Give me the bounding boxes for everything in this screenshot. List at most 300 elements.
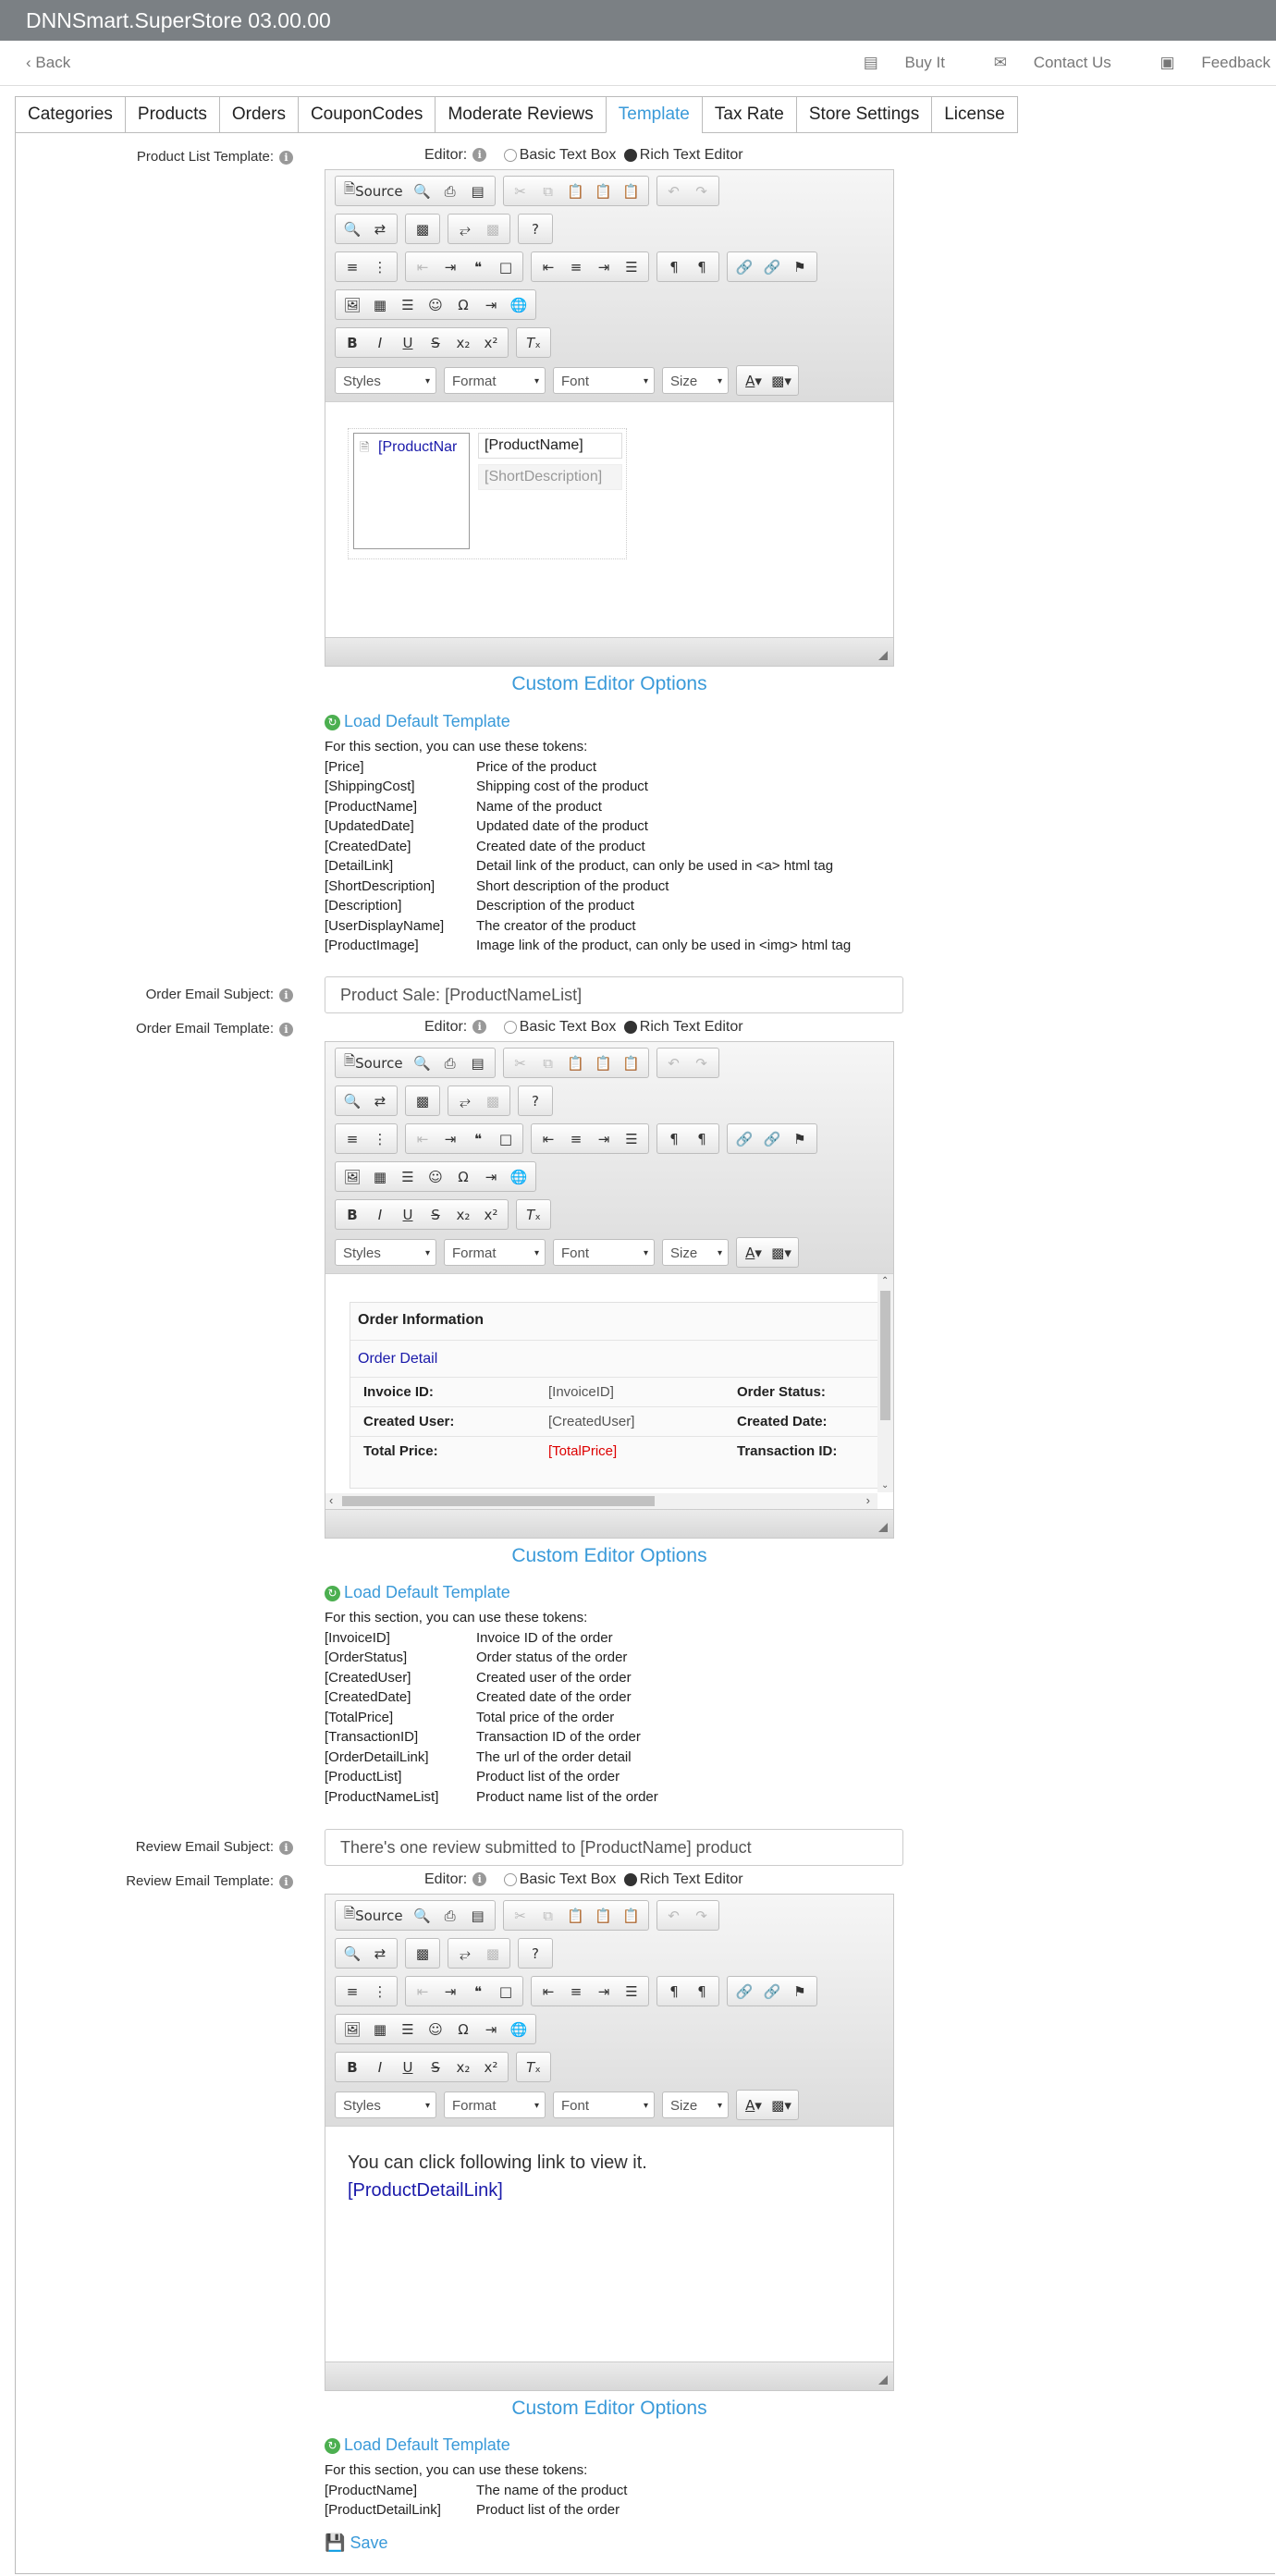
unlink-icon[interactable]: 🔗: [763, 1130, 781, 1147]
info-icon[interactable]: i: [279, 1023, 293, 1037]
token-name: [CreatedDate]: [325, 1689, 411, 1705]
order-field-label: Created User:: [363, 1414, 455, 1429]
toolbar-group: [335, 251, 398, 282]
broken-image-icon: 🗎: [360, 440, 370, 454]
info-icon[interactable]: i: [279, 151, 293, 165]
toolbar-row: [335, 1900, 884, 1931]
redo-icon[interactable]: ↷: [695, 182, 707, 200]
token-row: [325, 1767, 658, 1787]
tab-template[interactable]: Template: [606, 96, 702, 133]
show-blocks-icon[interactable]: ▩: [485, 1092, 500, 1110]
rich-text-editor-radio[interactable]: [624, 149, 637, 162]
print-icon[interactable]: ⎙: [444, 1907, 456, 1924]
superscript-icon[interactable]: x²: [484, 2058, 498, 2076]
token-row: [325, 816, 851, 837]
help-icon[interactable]: ?: [532, 220, 539, 238]
order-info-heading: Order Information: [358, 1312, 485, 1328]
editor-selector: [424, 1019, 743, 1036]
remove-format-icon[interactable]: T ₓ: [526, 334, 541, 351]
find-icon[interactable]: 🔍: [343, 1944, 362, 1962]
basic-text-box-radio[interactable]: [504, 1021, 517, 1034]
rich-text-editor-radio[interactable]: [624, 1873, 637, 1886]
contact-us-link[interactable]: [972, 54, 1111, 71]
token-description: Short description of the product: [476, 877, 669, 894]
maximize-icon[interactable]: ⥂: [459, 1092, 471, 1110]
toolbar-row: [335, 1123, 884, 1154]
bulleted-list-icon[interactable]: ⋮: [373, 258, 387, 276]
paste-word-icon[interactable]: 📋: [622, 182, 640, 200]
undo-icon[interactable]: ↶: [668, 1907, 680, 1924]
bg-color-icon[interactable]: ▩▾: [771, 2096, 791, 2114]
div-icon[interactable]: □: [498, 258, 513, 276]
toolbar-row: [335, 1976, 884, 2006]
special-char-icon[interactable]: Ω: [458, 1168, 469, 1185]
source-button[interactable]: 🗎 Source: [344, 180, 403, 200]
token-description: Created date of the product: [476, 838, 645, 854]
token-description: Description of the product: [476, 898, 634, 914]
image-icon[interactable]: 🖼: [343, 1168, 362, 1185]
buy-it-label: Buy It: [904, 54, 945, 71]
toolbar-group: [727, 251, 817, 282]
size-dropdown[interactable]: Size ▾: [662, 2091, 729, 2118]
token-row: [325, 777, 851, 797]
numbered-list-icon[interactable]: ≡: [346, 258, 359, 276]
token-row: [325, 757, 851, 778]
feedback-label: Feedback: [1201, 54, 1270, 71]
outdent-icon[interactable]: ⇤: [416, 1982, 429, 2000]
toolbar-group: [503, 176, 649, 206]
table-icon[interactable]: ▦: [373, 296, 387, 313]
iframe-icon[interactable]: 🌐: [509, 1168, 528, 1185]
order-rows: [350, 1377, 893, 1466]
align-center-icon[interactable]: ≡: [570, 1982, 583, 2000]
numbered-list-icon[interactable]: ≡: [346, 1130, 359, 1147]
label-text: Review Email Template:: [126, 1873, 274, 1889]
blockquote-icon[interactable]: ❝: [473, 1130, 483, 1147]
preview-icon[interactable]: 🔍: [413, 182, 431, 200]
paste-word-icon[interactable]: 📋: [622, 1907, 640, 1924]
label-text: Order Email Subject:: [145, 987, 274, 1002]
strike-icon[interactable]: S: [431, 334, 440, 351]
editor-toolbar: [325, 1042, 893, 1273]
show-blocks-icon[interactable]: ▩: [485, 220, 500, 238]
toolbar-group: [656, 1123, 719, 1154]
anchor-icon[interactable]: ⚑: [793, 1982, 806, 2000]
review-email-subject-label: [16, 1839, 293, 1855]
paste-icon[interactable]: 📋: [567, 1054, 584, 1072]
editor-content[interactable]: [325, 401, 893, 637]
underline-icon[interactable]: U: [402, 1206, 413, 1223]
anchor-icon[interactable]: ⚑: [793, 1130, 806, 1147]
order-email-editor: [325, 1041, 894, 1539]
subscript-icon[interactable]: x₂: [456, 2058, 471, 2076]
token-description: Detail link of the product, can only be used in <a> html tag: [476, 858, 834, 874]
basic-text-box-radio[interactable]: [504, 149, 517, 162]
paste-word-icon[interactable]: 📋: [622, 1054, 640, 1072]
bold-icon[interactable]: B: [347, 2058, 358, 2076]
ltr-icon[interactable]: ¶: [669, 1982, 679, 2000]
bg-color-icon[interactable]: ▩▾: [771, 372, 791, 389]
resize-grip[interactable]: [878, 2375, 888, 2385]
bulleted-list-icon[interactable]: ⋮: [373, 1130, 387, 1147]
horizontal-line-icon[interactable]: ☰: [401, 296, 414, 313]
subscript-icon[interactable]: x₂: [456, 1206, 471, 1223]
toolbar-group: [335, 1048, 496, 1078]
toolbar-group: [448, 1086, 510, 1116]
label-text: Product List Template:: [136, 149, 274, 165]
text-color-icon[interactable]: A ▾: [745, 1244, 762, 1261]
toolbar-row: [335, 1048, 884, 1078]
token-description: The name of the product: [476, 2482, 628, 2498]
tab-moderate-reviews[interactable]: Moderate Reviews: [435, 96, 605, 133]
load-default-template-link[interactable]: [325, 1583, 510, 1602]
align-left-icon[interactable]: ⇤: [542, 1982, 555, 2000]
editor-label: Editor:: [424, 147, 468, 163]
info-icon[interactable]: i: [472, 1020, 486, 1034]
underline-icon[interactable]: U: [402, 334, 413, 351]
smiley-icon[interactable]: ☺: [428, 2020, 443, 2038]
token-row: [325, 896, 851, 916]
paste-text-icon[interactable]: 📋: [595, 1907, 612, 1924]
link-icon[interactable]: 🔗: [735, 1982, 754, 2000]
select-all-icon[interactable]: ▩: [415, 1944, 430, 1962]
token-row: [325, 877, 851, 897]
strike-icon[interactable]: S: [431, 2058, 440, 2076]
tab-license[interactable]: License: [931, 96, 1018, 133]
token-row: [325, 856, 851, 877]
special-char-icon[interactable]: Ω: [458, 2020, 469, 2038]
buy-it-link[interactable]: [841, 54, 945, 71]
outdent-icon[interactable]: ⇤: [416, 1130, 429, 1147]
paste-text-icon[interactable]: 📋: [595, 182, 612, 200]
ltr-icon[interactable]: ¶: [669, 258, 679, 276]
print-icon[interactable]: ⎙: [444, 182, 456, 200]
paste-text-icon[interactable]: 📋: [595, 1054, 612, 1072]
align-right-icon[interactable]: ⇥: [597, 1982, 610, 2000]
table-icon[interactable]: ▦: [373, 1168, 387, 1185]
maximize-icon[interactable]: ⥂: [459, 1944, 471, 1962]
help-icon[interactable]: ?: [532, 1944, 539, 1962]
token-name: [InvoiceID]: [325, 1629, 390, 1646]
horizontal-scrollbar[interactable]: [325, 1493, 877, 1509]
underline-icon[interactable]: U: [402, 2058, 413, 2076]
font-dropdown[interactable]: Font ▾: [553, 1239, 655, 1266]
styles-dropdown[interactable]: Styles ▾: [335, 1239, 436, 1266]
token-row: [325, 1708, 658, 1728]
templates-icon[interactable]: ▤: [471, 1907, 485, 1924]
info-icon[interactable]: i: [472, 1872, 486, 1886]
remove-format-icon[interactable]: T ₓ: [526, 2058, 541, 2076]
align-right-icon[interactable]: ⇥: [597, 258, 610, 276]
maximize-icon[interactable]: ⥂: [459, 220, 471, 238]
remove-format-icon[interactable]: T ₓ: [526, 1206, 541, 1223]
justify-icon[interactable]: ☰: [625, 1982, 638, 2000]
cut-icon[interactable]: ✂: [514, 1054, 526, 1072]
text-color-icon[interactable]: A ▾: [745, 2096, 762, 2114]
app-title: DNNSmart.SuperStore 03.00.00: [26, 8, 331, 32]
numbered-list-icon[interactable]: ≡: [346, 1982, 359, 2000]
tab-store-settings[interactable]: Store Settings: [796, 96, 931, 133]
basic-text-box-label: Basic Text Box: [519, 1019, 617, 1035]
page-break-icon[interactable]: ⇥: [485, 2020, 497, 2038]
contact-us-label: Contact Us: [1033, 54, 1111, 71]
info-icon[interactable]: i: [279, 988, 293, 1002]
tab-orders[interactable]: Orders: [219, 96, 298, 133]
align-center-icon[interactable]: ≡: [570, 1130, 583, 1147]
page-break-icon[interactable]: ⇥: [485, 1168, 497, 1185]
iframe-icon[interactable]: 🌐: [509, 2020, 528, 2038]
save-button[interactable]: [325, 2533, 387, 2553]
info-icon[interactable]: i: [279, 1841, 293, 1855]
toolbar-group: [335, 1086, 398, 1116]
strike-icon[interactable]: S: [431, 1206, 440, 1223]
smiley-icon[interactable]: ☺: [428, 296, 443, 313]
select-all-icon[interactable]: ▩: [415, 220, 430, 238]
toolbar-group: [405, 251, 523, 282]
blockquote-icon[interactable]: ❝: [473, 258, 483, 276]
rich-text-editor-radio[interactable]: [624, 1021, 637, 1034]
align-center-icon[interactable]: ≡: [570, 258, 583, 276]
info-icon[interactable]: i: [472, 148, 486, 162]
format-dropdown[interactable]: Format ▾: [444, 367, 546, 394]
bulleted-list-icon[interactable]: ⋮: [373, 1982, 387, 2000]
resize-grip[interactable]: [878, 1523, 888, 1532]
editor-statusbar: [325, 637, 893, 666]
link-icon[interactable]: 🔗: [735, 1130, 754, 1147]
toolbar-group: [335, 327, 509, 358]
product-detail-link-token: [ProductDetailLink]: [348, 2180, 503, 2201]
editor-content[interactable]: [325, 2126, 893, 2361]
load-default-template-link[interactable]: [325, 712, 510, 731]
text-color-icon[interactable]: A ▾: [745, 372, 762, 389]
undo-icon[interactable]: ↶: [668, 1054, 680, 1072]
redo-icon[interactable]: ↷: [695, 1054, 707, 1072]
load-default-template-link[interactable]: [325, 2435, 510, 2455]
toolbar-row: [335, 2014, 884, 2044]
source-button[interactable]: 🗎 Source: [344, 1905, 403, 1924]
copy-icon[interactable]: ⧉: [543, 182, 553, 200]
basic-text-box-label: Basic Text Box: [519, 1871, 617, 1887]
format-dropdown[interactable]: Format ▾: [444, 2091, 546, 2118]
toolbar-group: [531, 1123, 649, 1154]
indent-icon[interactable]: ⇥: [444, 258, 457, 276]
indent-icon[interactable]: ⇥: [444, 1130, 457, 1147]
resize-grip[interactable]: [878, 651, 888, 660]
toolbar-row: [335, 365, 884, 396]
image-icon[interactable]: 🖼: [343, 296, 362, 313]
horizontal-line-icon[interactable]: ☰: [401, 1168, 414, 1185]
superscript-icon[interactable]: x²: [484, 1206, 498, 1223]
toolbar-group: [656, 1900, 719, 1931]
scroll-left-icon[interactable]: ‹: [329, 1493, 334, 1507]
token-name: [ShippingCost]: [325, 779, 415, 794]
toolbar-group: [518, 1086, 553, 1116]
styles-dropdown[interactable]: Styles ▾: [335, 367, 436, 394]
paste-icon[interactable]: 📋: [567, 1907, 584, 1924]
replace-icon[interactable]: ⇄: [374, 1092, 386, 1110]
token-description: Name of the product: [476, 798, 602, 815]
editor-content[interactable]: [325, 1273, 893, 1509]
token-name: [Description]: [325, 898, 402, 914]
select-all-icon[interactable]: ▩: [415, 1092, 430, 1110]
rtl-icon[interactable]: ¶: [697, 1982, 706, 2000]
align-right-icon[interactable]: ⇥: [597, 1130, 610, 1147]
templates-icon[interactable]: ▤: [471, 1054, 485, 1072]
feedback-link[interactable]: [1138, 54, 1270, 71]
templates-icon[interactable]: ▤: [471, 182, 485, 200]
copy-icon[interactable]: ⧉: [543, 1054, 553, 1072]
toolbar-group: [518, 214, 553, 244]
order-email-subject-input[interactable]: Product Sale: [ProductNameList]: [325, 976, 903, 1013]
toolbar-group: [516, 1199, 551, 1230]
align-left-icon[interactable]: ⇤: [542, 258, 555, 276]
size-dropdown[interactable]: Size ▾: [662, 367, 729, 394]
rtl-icon[interactable]: ¶: [697, 258, 706, 276]
product-list-editor: [325, 169, 894, 667]
toolbar-group: [335, 2014, 536, 2044]
cut-icon[interactable]: ✂: [514, 1907, 526, 1924]
ltr-icon[interactable]: ¶: [669, 1130, 679, 1147]
scroll-up-icon[interactable]: ⌃: [881, 1276, 890, 1286]
custom-editor-options-link[interactable]: Custom Editor Options: [511, 1545, 707, 1566]
tab-products[interactable]: Products: [125, 96, 219, 133]
basic-text-box-radio[interactable]: [504, 1873, 517, 1886]
scroll-thumb-h[interactable]: [342, 1496, 655, 1506]
indent-icon[interactable]: ⇥: [444, 1982, 457, 2000]
special-char-icon[interactable]: Ω: [458, 296, 469, 313]
toolbar-group: [727, 1123, 817, 1154]
format-dropdown[interactable]: Format ▾: [444, 1239, 546, 1266]
anchor-icon[interactable]: ⚑: [793, 258, 806, 276]
toolbar-group: [656, 251, 719, 282]
show-blocks-icon[interactable]: ▩: [485, 1944, 500, 1962]
font-dropdown[interactable]: Font ▾: [553, 367, 655, 394]
bold-icon[interactable]: B: [347, 1206, 358, 1223]
refresh-icon: ↻: [325, 1586, 340, 1601]
unlink-icon[interactable]: 🔗: [763, 258, 781, 276]
superscript-icon[interactable]: x²: [484, 334, 498, 351]
bold-icon[interactable]: B: [347, 334, 358, 351]
iframe-icon[interactable]: 🌐: [509, 296, 528, 313]
scroll-down-icon[interactable]: ⌄: [881, 1480, 890, 1490]
product-table: [348, 428, 627, 559]
token-row: [325, 1648, 658, 1668]
justify-icon[interactable]: ☰: [625, 258, 638, 276]
vertical-scrollbar[interactable]: [877, 1274, 893, 1492]
cut-icon[interactable]: ✂: [514, 182, 526, 200]
find-icon[interactable]: 🔍: [343, 220, 362, 238]
token-description: Updated date of the product: [476, 818, 648, 834]
size-dropdown[interactable]: Size ▾: [662, 1239, 729, 1266]
token-description: Product list of the order: [476, 1769, 620, 1785]
tab-categories[interactable]: Categories: [15, 96, 125, 133]
image-icon[interactable]: 🖼: [343, 2020, 362, 2038]
toolbar-row: [335, 2090, 884, 2120]
bg-color-icon[interactable]: ▩▾: [771, 1244, 791, 1261]
undo-icon[interactable]: ↶: [668, 182, 680, 200]
rich-text-editor-label: Rich Text Editor: [639, 1871, 743, 1887]
unlink-icon[interactable]: 🔗: [763, 1982, 781, 2000]
custom-editor-options-link[interactable]: Custom Editor Options: [511, 2398, 707, 2419]
order-field-token: [CreatedUser]: [548, 1414, 635, 1429]
copy-icon[interactable]: ⧉: [543, 1907, 553, 1924]
help-icon[interactable]: ?: [532, 1092, 539, 1110]
blockquote-icon[interactable]: ❝: [473, 1982, 483, 2000]
product-name-token: [ProductName]: [478, 433, 622, 459]
toolbar-group: [736, 1237, 799, 1268]
scroll-right-icon[interactable]: ›: [865, 1493, 870, 1507]
back-label: Back: [35, 54, 71, 71]
horizontal-line-icon[interactable]: ☰: [401, 2020, 414, 2038]
token-row: [325, 1628, 658, 1649]
toolbar-group: [405, 1086, 440, 1116]
div-icon[interactable]: □: [498, 1130, 513, 1147]
preview-icon[interactable]: 🔍: [413, 1907, 431, 1924]
italic-icon[interactable]: I: [377, 2058, 383, 2076]
rtl-icon[interactable]: ¶: [697, 1130, 706, 1147]
tokens-intro: For this section, you can use these tokens:: [325, 1610, 588, 1625]
review-email-subject-input[interactable]: There's one review submitted to [ProductName] product: [325, 1829, 903, 1866]
toolbar-group: [405, 1938, 440, 1969]
styles-dropdown[interactable]: Styles ▾: [335, 2091, 436, 2118]
font-dropdown[interactable]: Font ▾: [553, 2091, 655, 2118]
align-left-icon[interactable]: ⇤: [542, 1130, 555, 1147]
info-icon[interactable]: i: [279, 1875, 293, 1889]
subscript-icon[interactable]: x₂: [456, 334, 471, 351]
smiley-icon[interactable]: ☺: [428, 1168, 443, 1185]
editor-selector: [424, 147, 743, 164]
link-icon[interactable]: 🔗: [735, 258, 754, 276]
justify-icon[interactable]: ☰: [625, 1130, 638, 1147]
toolbar-group: [335, 1976, 398, 2006]
order-email-subject-label: [16, 987, 293, 1002]
replace-icon[interactable]: ⇄: [374, 1944, 386, 1962]
scroll-thumb[interactable]: [880, 1291, 890, 1420]
italic-icon[interactable]: I: [377, 334, 383, 351]
toolbar-group: [335, 289, 536, 320]
toolbar-group: [405, 1976, 523, 2006]
page-break-icon[interactable]: ⇥: [485, 296, 497, 313]
token-row: [325, 1668, 658, 1688]
source-button[interactable]: 🗎 Source: [344, 1052, 403, 1072]
tab-couponcodes[interactable]: CouponCodes: [298, 96, 435, 133]
toolbar-group: [335, 1161, 536, 1192]
find-icon[interactable]: 🔍: [343, 1092, 362, 1110]
preview-icon[interactable]: 🔍: [413, 1054, 431, 1072]
table-icon[interactable]: ▦: [373, 2020, 387, 2038]
custom-editor-options-link[interactable]: Custom Editor Options: [511, 673, 707, 694]
order-field-token: [TotalPrice]: [548, 1443, 618, 1459]
toolbar-row: [335, 251, 884, 282]
token-name: [OrderStatus]: [325, 1650, 408, 1665]
short-description-token: [ShortDescription]: [478, 464, 622, 490]
toolbar-group: [727, 1976, 817, 2006]
replace-icon[interactable]: ⇄: [374, 220, 386, 238]
toolbar-row: [335, 289, 884, 320]
italic-icon[interactable]: I: [377, 1206, 383, 1223]
paste-icon[interactable]: 📋: [567, 182, 584, 200]
credit-card-icon: ▤: [863, 54, 878, 71]
order-info-row: [350, 1436, 893, 1466]
print-icon[interactable]: ⎙: [444, 1054, 456, 1072]
back-link[interactable]: [26, 54, 70, 72]
redo-icon[interactable]: ↷: [695, 1907, 707, 1924]
div-icon[interactable]: □: [498, 1982, 513, 2000]
token-description: Shipping cost of the product: [476, 779, 648, 794]
order-field-label: Invoice ID:: [363, 1384, 434, 1400]
tab-tax-rate[interactable]: Tax Rate: [702, 96, 796, 133]
outdent-icon[interactable]: ⇤: [416, 258, 429, 276]
